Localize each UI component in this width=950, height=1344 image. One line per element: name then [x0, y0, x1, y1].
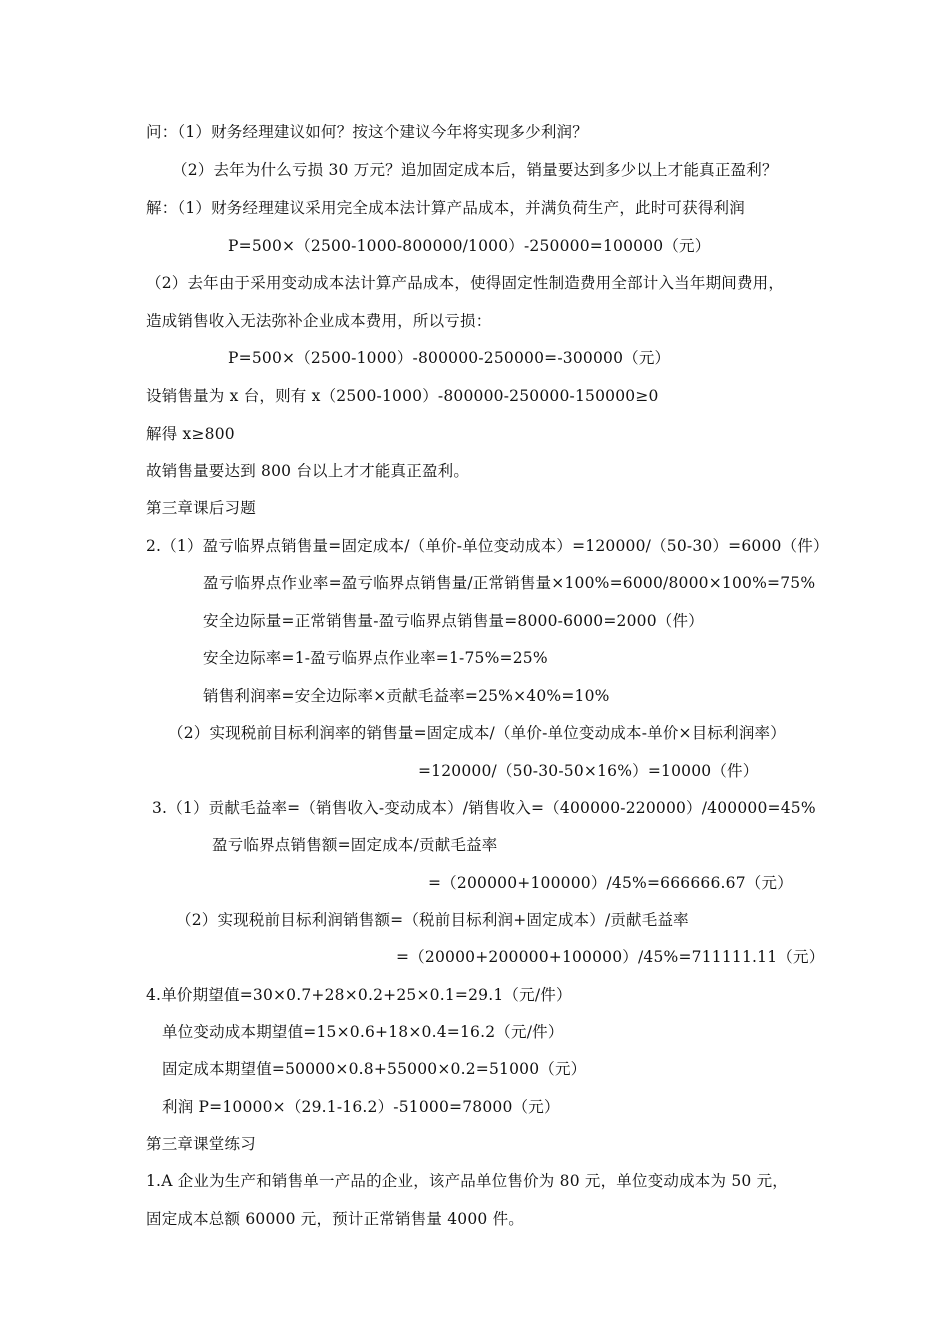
formula-profit-2: P=500×（2500-1000）-800000-250000=-300000（元） [228, 349, 671, 367]
formula-profit-1: P=500×（2500-1000-800000/1000）-250000=100000（元） [228, 237, 711, 255]
problem-4-line-2: 单位变动成本期望值=15×0.6+18×0.4=16.2（元/件） [162, 1023, 564, 1041]
exercise-1-line-2: 固定成本总额 60000 元，预计正常销售量 4000 件。 [146, 1210, 524, 1228]
problem-2-part-2-result: =120000/（50-30-50×16%）=10000（件） [418, 762, 759, 780]
question-line-2: （2）去年为什么亏损 30 万元？追加固定成本后，销量要达到多少以上才能真正盈利？ [172, 161, 778, 179]
question-line-1: 问：（1）财务经理建议如何？按这个建议今年将实现多少利润？ [146, 123, 588, 141]
problem-2-line-3: 安全边际量=正常销售量-盈亏临界点销售量=8000-6000=2000（件） [203, 612, 704, 630]
problem-2-line-2: 盈亏临界点作业率=盈亏临界点销售量/正常销售量×100%=6000/8000×100%=75% [203, 574, 816, 592]
problem-2-line-1: 2.（1）盈亏临界点销售量=固定成本/（单价-单位变动成本）=120000/（50-30）=6000（件） [146, 537, 829, 555]
problem-4-line-3: 固定成本期望值=50000×0.8+55000×0.2=51000（元） [162, 1060, 587, 1078]
problem-3-part-2: （2）实现税前目标利润销售额=（税前目标利润+固定成本）/贡献毛益率 [176, 911, 689, 929]
problem-4-line-4: 利润 P=10000×（29.1-16.2）-51000=78000（元） [162, 1098, 560, 1116]
equation-line: 设销售量为 x 台，则有 x（2500-1000）-800000-250000-150000≥0 [146, 387, 659, 405]
section-heading-classwork: 第三章课堂练习 [146, 1135, 256, 1153]
problem-2-line-5: 销售利润率=安全边际率×贡献毛益率=25%×40%=10% [203, 687, 610, 705]
problem-2-part-2: （2）实现税前目标利润率的销售量=固定成本/（单价-单位变动成本-单价×目标利润率） [168, 724, 786, 742]
problem-3-part-2-result: =（20000+200000+100000）/45%=711111.11（元） [396, 948, 825, 966]
problem-3-line-3: =（200000+100000）/45%=666666.67（元） [428, 874, 793, 892]
section-heading-homework: 第三章课后习题 [146, 499, 256, 517]
answer-line-1: 解：（1）财务经理建议采用完全成本法计算产品成本，并满负荷生产，此时可获得利润 [146, 199, 745, 217]
problem-3-line-2: 盈亏临界点销售额=固定成本/贡献毛益率 [212, 836, 498, 854]
problem-2-line-4: 安全边际率=1-盈亏临界点作业率=1-75%=25% [203, 649, 548, 667]
problem-3-line-1: 3.（1）贡献毛益率=（销售收入-变动成本）/销售收入=（400000-220000）/400000=45% [152, 799, 816, 817]
answer-line-3: 造成销售收入无法弥补企业成本费用，所以亏损： [146, 312, 492, 330]
problem-4-line-1: 4.单价期望值=30×0.7+28×0.2+25×0.1=29.1（元/件） [146, 986, 572, 1004]
solution-line: 解得 x≥800 [146, 425, 235, 443]
exercise-1-line-1: 1.A 企业为生产和销售单一产品的企业，该产品单位售价为 80 元，单位变动成本为 50 元， [146, 1172, 788, 1190]
answer-line-2: （2）去年由于采用变动成本法计算产品成本，使得固定性制造费用全部计入当年期间费用， [146, 274, 785, 292]
conclusion-line: 故销售量要达到 800 台以上才才能真正盈利。 [146, 462, 470, 480]
